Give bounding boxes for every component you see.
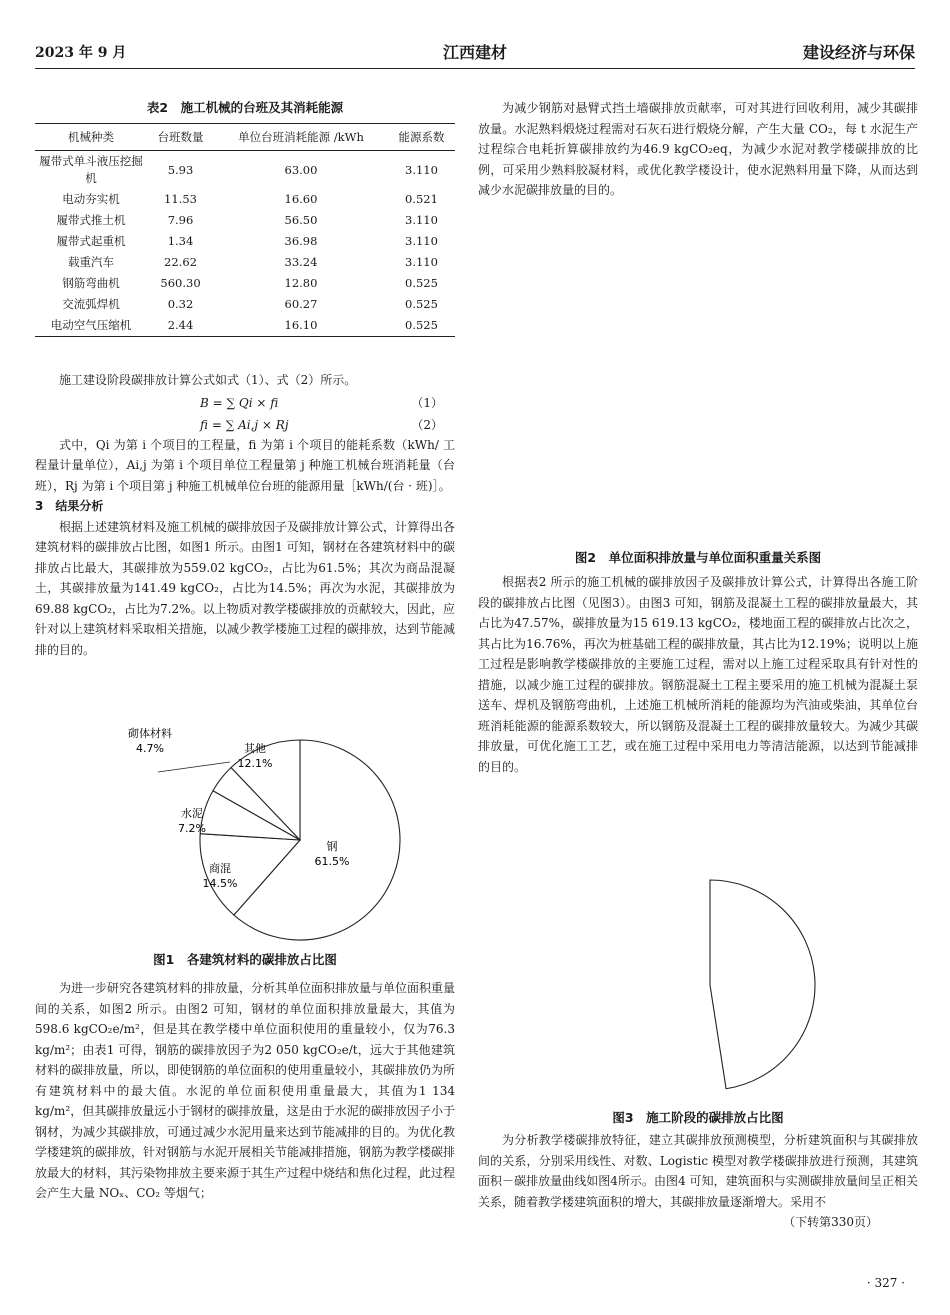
pie-value-1: 14.5% xyxy=(202,877,238,890)
table-cell: 3.110 xyxy=(405,234,438,248)
table-cell: 载重汽车 xyxy=(68,255,114,269)
pie-value-0: 61.5% xyxy=(314,855,350,868)
figure-3-caption: 图3 施工阶段的碳排放占比图 xyxy=(612,1110,784,1125)
table-row xyxy=(35,231,455,252)
right-paragraph-3: 为分析教学楼碳排放特征，建立其碳排放预测模型，分析建筑面积与其碳排放间的关系，分别采用线性、对数、Logistic 模型对教学楼碳排放进行预测，其建筑面积－碳排放量曲线如图4所示。由图4 可知，建筑面积与实测碳排放量间呈正相关关系，随着教学楼建筑面积的增大，其碳排放量逐渐增大。采用不 xyxy=(478,1133,918,1209)
table-cell: 56.50 xyxy=(284,213,318,227)
pie-label-2: 水泥 xyxy=(181,807,203,820)
pie-value-3: 4.7% xyxy=(136,742,164,755)
table-row xyxy=(35,189,455,210)
section-name: 建设经济与环保 xyxy=(802,43,915,62)
right-text-3 xyxy=(478,1130,918,1233)
table-cell: 3.110 xyxy=(405,162,438,177)
issue-date: 2023 年 9 月 xyxy=(35,45,127,61)
pie-slice-0 xyxy=(710,880,815,1089)
equation-1-number: （1） xyxy=(411,395,443,410)
table-cell: 电动空气压缩机 xyxy=(35,315,147,337)
right-text-2 xyxy=(478,572,918,777)
equation-1-formula: B = ∑ Qi × fi xyxy=(200,395,279,410)
section-3-heading: 3 结果分析 xyxy=(35,499,104,513)
right-text-1 xyxy=(478,98,918,201)
table-cell: 3.110 xyxy=(405,255,438,269)
header-rule xyxy=(35,68,915,69)
figure-2-bar-line-chart xyxy=(490,250,900,540)
table-cell: 3.110 xyxy=(405,213,438,227)
pie-value-2: 7.2% xyxy=(178,822,206,835)
table-cell: 36.98 xyxy=(284,234,318,248)
left-text-2 xyxy=(35,978,455,1204)
pie-label-0: 钢 xyxy=(326,840,338,853)
equation-1 xyxy=(35,391,455,413)
leader-line xyxy=(158,762,230,772)
table-cell: 2.44 xyxy=(147,315,214,337)
table-cell: 63.00 xyxy=(284,162,318,177)
table2-header-2: 单位台班消耗能源 /kWh xyxy=(214,123,388,151)
pie-label-1: 商混 xyxy=(209,862,231,875)
figure-1-caption: 图1 各建筑材料的碳排放占比图 xyxy=(153,952,337,967)
page-header xyxy=(35,34,915,64)
table-row xyxy=(35,315,455,337)
results-paragraph-1: 根据上述建筑材料及施工机械的碳排放因子及碳排放计算公式，计算得出各建筑材料的碳排放占比图，如图1 所示。由图1 可知，钢材在各建筑材料中的碳排放占比最大，其碳排放为559.02 kgCO₂，占比为61.5%；其次为商品混凝土，其碳排放量为141.49 kgCO₂，占比为14.5%；再次为水泥，其碳排放为69.88 kgCO₂，占比为7.2%。以上物质对教学楼碳排放的贡献较大，因此，应针对以上建筑材料采取相关措施，以减少教学楼施工过程的碳排放，达到节能减排的目的。 xyxy=(35,519,456,657)
table-cell: 16.10 xyxy=(214,315,388,337)
equation-2 xyxy=(35,413,455,435)
table2-caption: 表2 施工机械的台班及其消耗能源 xyxy=(146,100,344,115)
pie-value-4: 12.1% xyxy=(237,757,273,770)
figure-3-pie-chart xyxy=(560,850,860,1100)
continued-note: （下转第330页） xyxy=(783,1215,878,1229)
table2 xyxy=(35,123,455,338)
journal-name: 江西建材 xyxy=(442,43,507,62)
table-cell: 交流弧焊机 xyxy=(62,297,120,311)
table-cell: 履带式起重机 xyxy=(56,234,126,248)
right-paragraph-1: 为减少钢筋对悬臂式挡土墙碳排放贡献率，可对其进行回收利用，减少其碳排放量。水泥熟料煅烧过程需对石灰石进行煅烧分解，产生大量 CO₂，每 t 水泥生产过程综合电耗折算碳排放约为46.9 kgCO₂eq，为减少水泥对教学楼碳排放的比例，可采用少熟料胶凝材料，或优化教学楼设计，使水泥熟料用量下降，从而达到减少水泥碳排放量的目的。 xyxy=(478,101,918,197)
table-cell: 0.32 xyxy=(167,297,194,311)
where-paragraph: 式中，Qi 为第 i 个项目的工程量，fi 为第 i 个项目的能耗系数（kWh/ 工程量计量单位），Ai,j 为第 i 个项目单位工程量第 j 种施工机械台班消耗量（台班），Rj 为第 i 个项目第 j 种施工机械单位台班的能源用量［kWh/(台 · 班)］。 xyxy=(35,437,455,493)
table-cell: 11.53 xyxy=(164,192,197,206)
table-cell: 0.525 xyxy=(405,297,438,311)
table-cell: 1.34 xyxy=(167,234,194,248)
table-row xyxy=(35,252,455,273)
table-cell: 钢筋弯曲机 xyxy=(62,276,120,290)
table-cell: 12.80 xyxy=(284,276,318,290)
table-row xyxy=(35,210,455,231)
table2-header-0: 机械种类 xyxy=(35,123,147,151)
table-cell: 0.525 xyxy=(388,315,455,337)
table-cell: 60.27 xyxy=(284,297,318,311)
table-cell: 电动夯实机 xyxy=(62,192,120,206)
table-cell: 5.93 xyxy=(167,162,194,177)
table-cell: 560.30 xyxy=(160,276,201,290)
table-cell: 7.96 xyxy=(167,213,194,227)
formula-intro: 施工建设阶段碳排放计算公式如式（1）、式（2）所示。 xyxy=(59,373,357,387)
right-paragraph-2: 根据表2 所示的施工机械的碳排放因子及碳排放计算公式，计算得出各施工阶段的碳排放占比图（见图3）。由图3 可知，钢筋及混凝土工程的碳排放量最大，其占比为47.57%，碳排放量为15 619.13 kgCO₂，楼地面工程的碳排放占比次之，其占比为16.76%，再次为桩基础工程的碳排放量，其占比为12.19%；说明以上施工过程是影响教学楼碳排放的主要施工过程，需对以上施工过程采取具有针对性的措施，以减少施工过程的碳排放。钢筋混凝土工程主要采用的施工机械为混凝土泵送车、焊机及钢筋弯曲机，上述施工机械所消耗的能源均为汽油或柴油，其单位台班消耗能源的能源系数较大，所以钢筋及混凝土工程的碳排放量较大。为减少其碳排放量，可优化施工工艺，或在施工过程中采用电力等清洁能源，以达到节能减排的目的。 xyxy=(478,575,918,774)
results-paragraph-2: 为进一步研究各建筑材料的排放量，分析其单位面积排放量与单位面积重量间的关系，如图2 所示。由图2 可知，钢材的单位面积排放量最大，其值为598.6 kgCO₂e/m²，但是其在教学楼中单位面积使用的重量较小，仅为76.3 kg/m²；由表1 可得，钢筋的碳排放因子为2 050 kgCO₂e/t，远大于其他建筑材料的碳排放量，所以，即使钢筋的单位面积的使用重量较小，其碳排放仍为所有建筑材料中的最大值。水泥的单位面积使用重量最大，其值为1 134 kg/m²，但其碳排放量远小于钢材的碳排放量，这是由于水泥的碳排放因子小于钢材，为减少其碳排放，可通过减少水泥用量来达到节能减排的目的。为优化教学楼建筑的碳排放，针对钢筋与水泥开展相关节能减排措施，钢筋为教学楼碳排放最大的材料，其污染物排放主要来源于其生产过程中烧结和焦化过程，此过程会产生大量 NOₓ、CO₂ 等烟气； xyxy=(35,981,456,1200)
left-text-1 xyxy=(35,370,455,660)
table-cell: 33.24 xyxy=(284,255,318,269)
table-row xyxy=(35,151,455,190)
figure-1-pie-chart xyxy=(110,722,410,942)
table2-header-3: 能源系数 xyxy=(388,123,455,151)
table-row xyxy=(35,273,455,294)
pie-label-4: 其他 xyxy=(244,742,266,755)
left-column xyxy=(35,98,455,337)
page-number: · 327 · xyxy=(866,1276,905,1290)
equation-2-number: （2） xyxy=(411,417,443,432)
figure-2-caption: 图2 单位面积排放量与单位面积重量关系图 xyxy=(574,550,822,565)
equation-2-formula: fi = ∑ Ai,j × Rj xyxy=(200,417,289,432)
table-cell: 16.60 xyxy=(284,192,318,206)
pie-label-3: 砌体材料 xyxy=(128,727,172,740)
table2-header-1: 台班数量 xyxy=(147,123,214,151)
table-cell: 履带式单斗液压挖掘机 xyxy=(39,154,143,185)
table-cell: 履带式推土机 xyxy=(56,213,126,227)
table-cell: 0.525 xyxy=(405,276,438,290)
table-cell: 22.62 xyxy=(164,255,197,269)
table-row xyxy=(35,294,455,315)
table-cell: 0.521 xyxy=(405,192,438,206)
